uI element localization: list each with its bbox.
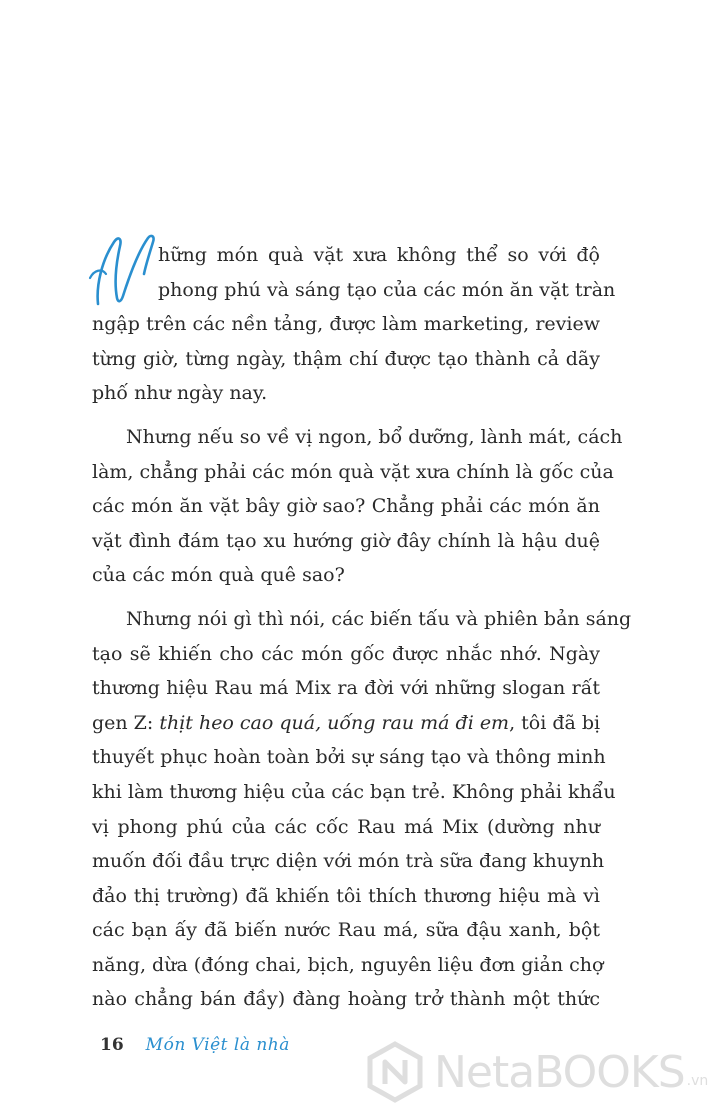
- text-line: đảo thị trường) đã khiến tôi thích thương hiệu mà vì: [92, 884, 600, 907]
- page-number: 16: [100, 1035, 124, 1055]
- text-line: muốn đối đầu trực diện với món trà sữa đang khuynh: [92, 850, 605, 873]
- text-line: thương hiệu Rau má Mix ra đời với những slogan rất: [92, 677, 600, 700]
- slogan-italic: thịt heo cao quá, uống rau má đi em: [159, 711, 510, 734]
- text-line: thuyết phục hoàn toàn bởi sự sáng tạo và thông minh: [92, 746, 606, 769]
- paragraph-2: [92, 420, 623, 593]
- text-line: hững món quà vặt xưa không thể so với độ: [158, 244, 600, 266]
- text-line: từng giờ, từng ngày, thậm chí được tạo thành cả dãy: [92, 347, 600, 370]
- text-line: khi làm thương hiệu của các bạn trẻ. Không phải khẩu: [92, 780, 616, 803]
- paragraph-1: [92, 238, 616, 411]
- running-title: Món Việt là nhà: [145, 1035, 290, 1055]
- text-line: phong phú và sáng tạo của các món ăn vặt tràn: [158, 278, 616, 301]
- body-text: [92, 238, 632, 1017]
- page-footer: [100, 1030, 290, 1060]
- text-line: phố như ngày nay.: [92, 382, 268, 405]
- text-line: các món ăn vặt bây giờ sao? Chẳng phải các món ăn: [92, 495, 600, 518]
- text-line: vị phong phú của các cốc Rau má Mix (dường như: [92, 815, 600, 838]
- slogan-before: gen Z:: [92, 711, 160, 734]
- slogan-after: , tôi đã bị: [509, 711, 601, 734]
- netabooks-logo-icon: [366, 1041, 424, 1103]
- watermark: [366, 1038, 708, 1106]
- text-line: ngập trên các nền tảng, được làm marketing, review: [92, 313, 600, 336]
- text-line: làm, chẳng phải các món quà vặt xưa chính là gốc của: [92, 460, 614, 483]
- watermark-suffix: .vn: [686, 1073, 708, 1089]
- text-line: năng, dừa (đóng chai, bịch, nguyên liệu đơn giản chợ: [92, 953, 604, 976]
- text-line: tạo sẽ khiến cho các món gốc được nhắc nhớ. Ngày: [92, 642, 600, 665]
- text-line: nào chẳng bán đầy) đàng hoàng trở thành một thức: [92, 988, 600, 1011]
- text-line: vặt đình đám tạo xu hướng giờ đây chính là hậu duệ: [92, 529, 600, 552]
- paragraph-3: [92, 602, 632, 1017]
- text-line: Nhưng nếu so về vị ngon, bổ dưỡng, lành mát, cách: [126, 425, 623, 448]
- text-line: Nhưng nói gì thì nói, các biến tấu và phiên bản sáng: [126, 607, 632, 630]
- watermark-brand: NetaBOOKS: [434, 1046, 685, 1098]
- text-line: các bạn ấy đã biến nước Rau má, sữa đậu xanh, bột: [92, 919, 600, 942]
- text-line: của các món quà quê sao?: [92, 564, 345, 587]
- text-line-with-slogan: [92, 706, 600, 741]
